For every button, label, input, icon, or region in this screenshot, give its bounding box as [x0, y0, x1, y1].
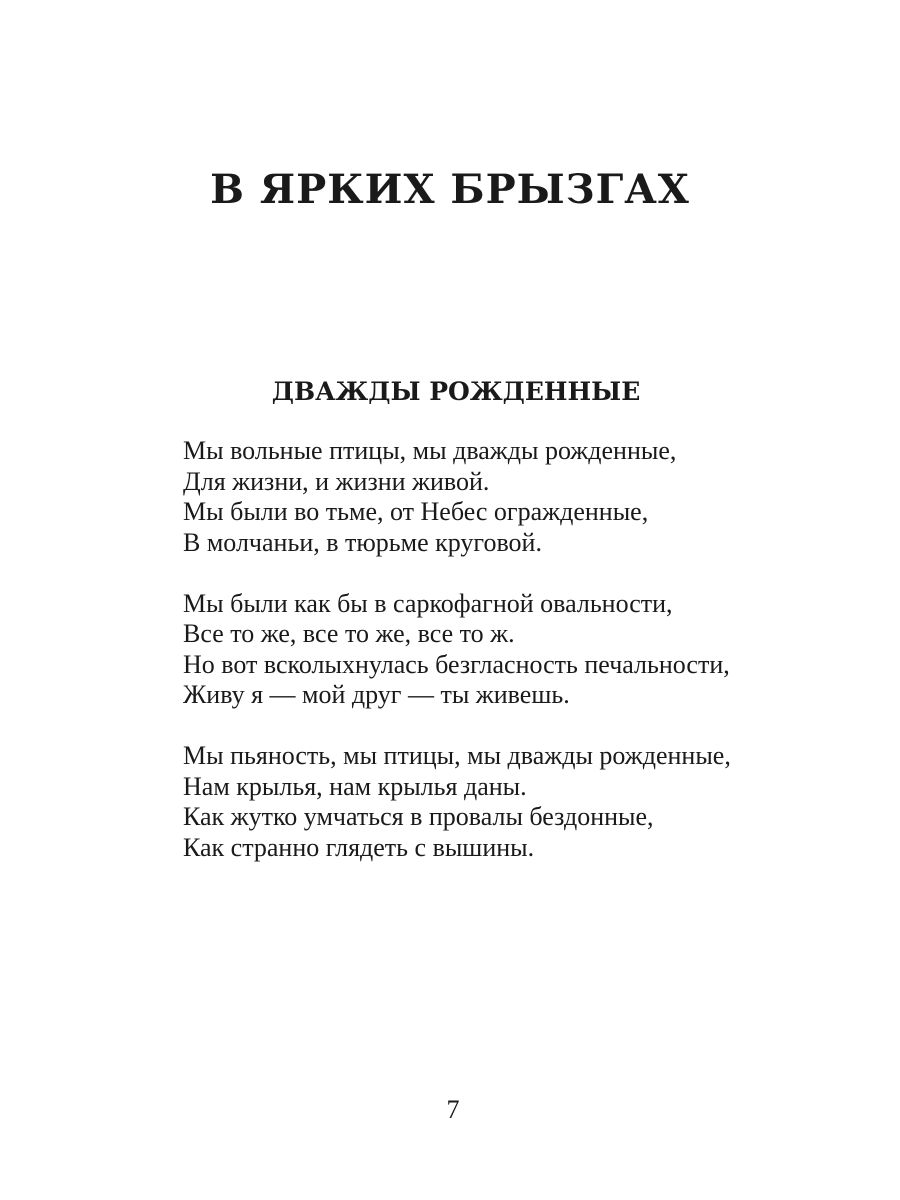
stanza: [183, 741, 863, 863]
poem-line: Как странно глядеть с вышины.: [183, 832, 535, 862]
poem-line: Нам крылья, нам крылья даны.: [183, 771, 527, 801]
stanza: [183, 589, 863, 711]
poem-line: Все то же, все то же, все то ж.: [183, 619, 515, 648]
poem-line: Мы были во тьме, от Небес огражденные,: [183, 497, 649, 526]
stanza: [183, 436, 863, 558]
poem-title: ДВАЖДЫ РОЖДЕННЫЕ: [271, 377, 641, 406]
poem-body: [183, 436, 863, 863]
poem-line: Живу я — мой друг — ты живешь.: [183, 680, 570, 709]
poem-line: Мы пьяность, мы птицы, мы дважды рожденные,: [183, 741, 731, 770]
poem-line: Мы были как бы в саркофагной овальности,: [183, 588, 673, 618]
poem-line: Но вот всколыхнулась безгласность печальности,: [183, 649, 730, 679]
page-number: 7: [446, 1095, 460, 1124]
section-title: В ЯРКИХ БРЫЗГАХ: [210, 166, 690, 213]
poem-line: Для жизни, и жизни живой.: [183, 466, 490, 496]
poem-line: В молчаньи, в тюрьме круговой.: [183, 527, 542, 557]
poem-line: Как жутко умчаться в провалы бездонные,: [183, 802, 654, 831]
poem-line: Мы вольные птицы, мы дважды рожденные,: [183, 436, 677, 465]
